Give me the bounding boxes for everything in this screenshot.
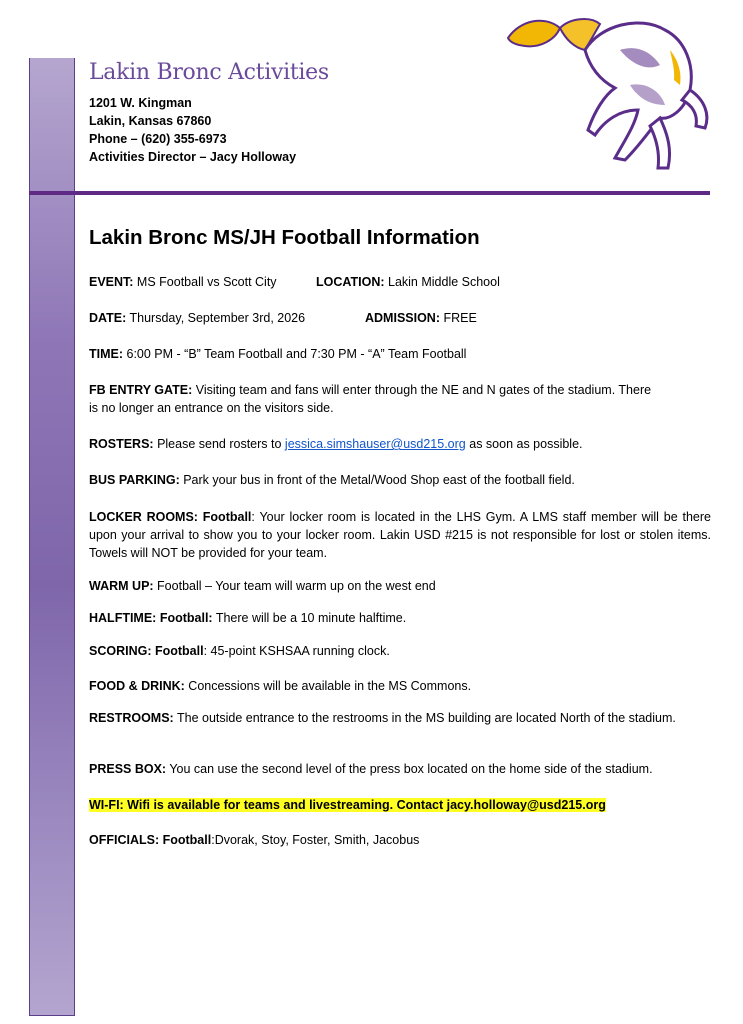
warm-up-value: Football – Your team will warm up on the west end: [153, 579, 436, 593]
halftime-value: There will be a 10 minute halftime.: [212, 611, 407, 625]
locker-rooms-label: LOCKER ROOMS: Football: [89, 510, 252, 524]
rosters-label: ROSTERS:: [89, 437, 154, 451]
address-city: Lakin, Kansas 67860: [89, 114, 212, 128]
org-title: Lakin Bronc Activities: [89, 60, 329, 85]
location-group: [316, 273, 500, 291]
rosters-row: [89, 435, 711, 453]
location-value: Lakin Middle School: [384, 275, 500, 289]
press-box-value: You can use the second level of the press box located on the home side of the stadium.: [166, 762, 653, 776]
address-street: 1201 W. Kingman: [89, 96, 192, 110]
locker-rooms-value: : Your locker room is located in the LHS Gym. A LMS staff member will be there upon your arrival to show you to your locker room. Lakin USD #215 is not responsible for lost or stolen items. Towels will NOT be provided for your team.: [89, 510, 711, 560]
event-label: EVENT:: [89, 275, 134, 289]
officials-value: :Dvorak, Stoy, Foster, Smith, Jacobus: [211, 833, 420, 847]
admission-value: FREE: [440, 311, 477, 325]
locker-rooms-row: [89, 508, 711, 562]
date-row: [89, 309, 711, 327]
scoring-label: SCORING: Football: [89, 644, 204, 658]
rosters-value: Please send rosters to: [153, 437, 285, 451]
food-drink-value: Concessions will be available in the MS Commons.: [184, 679, 472, 693]
entry-gate-row: [89, 381, 711, 417]
time-label: TIME:: [89, 347, 124, 361]
warm-up-row: [89, 577, 711, 595]
press-box-label: PRESS BOX:: [89, 762, 167, 776]
bus-parking-value: Park your bus in front of the Metal/Wood Shop east of the football field.: [179, 473, 575, 487]
wifi-highlight-text: WI-FI: Wifi is available for teams and livestreaming. Contact jacy.holloway@usd215.org: [89, 798, 606, 812]
entry-gate-label: FB ENTRY GATE:: [89, 383, 193, 397]
time-row: [89, 345, 711, 363]
press-box-row: [89, 760, 711, 778]
admission-label: ADMISSION:: [365, 311, 440, 325]
event-value: MS Football vs Scott City: [133, 275, 277, 289]
date-label: DATE:: [89, 311, 127, 325]
address-phone: Phone – (620) 355-6973: [89, 132, 227, 146]
page-title: Lakin Bronc MS/JH Football Information: [89, 226, 480, 249]
scoring-row: [89, 642, 711, 660]
address-director: Activities Director – Jacy Holloway: [89, 150, 297, 164]
rosters-email-link[interactable]: jessica.simshauser@usd215.org: [284, 437, 466, 451]
location-label: LOCATION:: [316, 275, 385, 289]
bus-parking-label: BUS PARKING:: [89, 473, 180, 487]
header-divider: [29, 191, 710, 195]
restrooms-row: [89, 708, 711, 729]
left-accent-bar: [29, 58, 75, 1016]
food-drink-row: [89, 677, 711, 695]
event-row: [89, 273, 711, 291]
rosters-value-cont: as soon as possible.: [465, 437, 583, 451]
bus-parking-row: [89, 471, 711, 489]
time-value: 6:00 PM - “B” Team Football and 7:30 PM - “A” Team Football: [123, 347, 467, 361]
scoring-value: : 45-point KSHSAA running clock.: [203, 644, 390, 658]
halftime-label: HALFTIME: Football:: [89, 611, 213, 625]
food-drink-label: FOOD & DRINK:: [89, 679, 185, 693]
officials-label: OFFICIALS: Football: [89, 833, 212, 847]
wifi-row: [89, 796, 711, 814]
officials-row: [89, 831, 711, 849]
restrooms-label: RESTROOMS:: [89, 711, 174, 725]
entry-gate-value: Visiting team and fans will enter through the NE and N gates of the stadium. There: [192, 383, 652, 397]
date-value: Thursday, September 3rd, 2026: [126, 311, 306, 325]
admission-group: [365, 309, 477, 327]
warm-up-label: WARM UP:: [89, 579, 154, 593]
entry-gate-value-cont: is no longer an entrance on the visitors side.: [89, 401, 334, 415]
halftime-row: [89, 609, 711, 627]
restrooms-value: The outside entrance to the restrooms in the MS building are located North of the stadium.: [173, 711, 676, 725]
bucking-bronco-logo-icon: [500, 10, 715, 175]
